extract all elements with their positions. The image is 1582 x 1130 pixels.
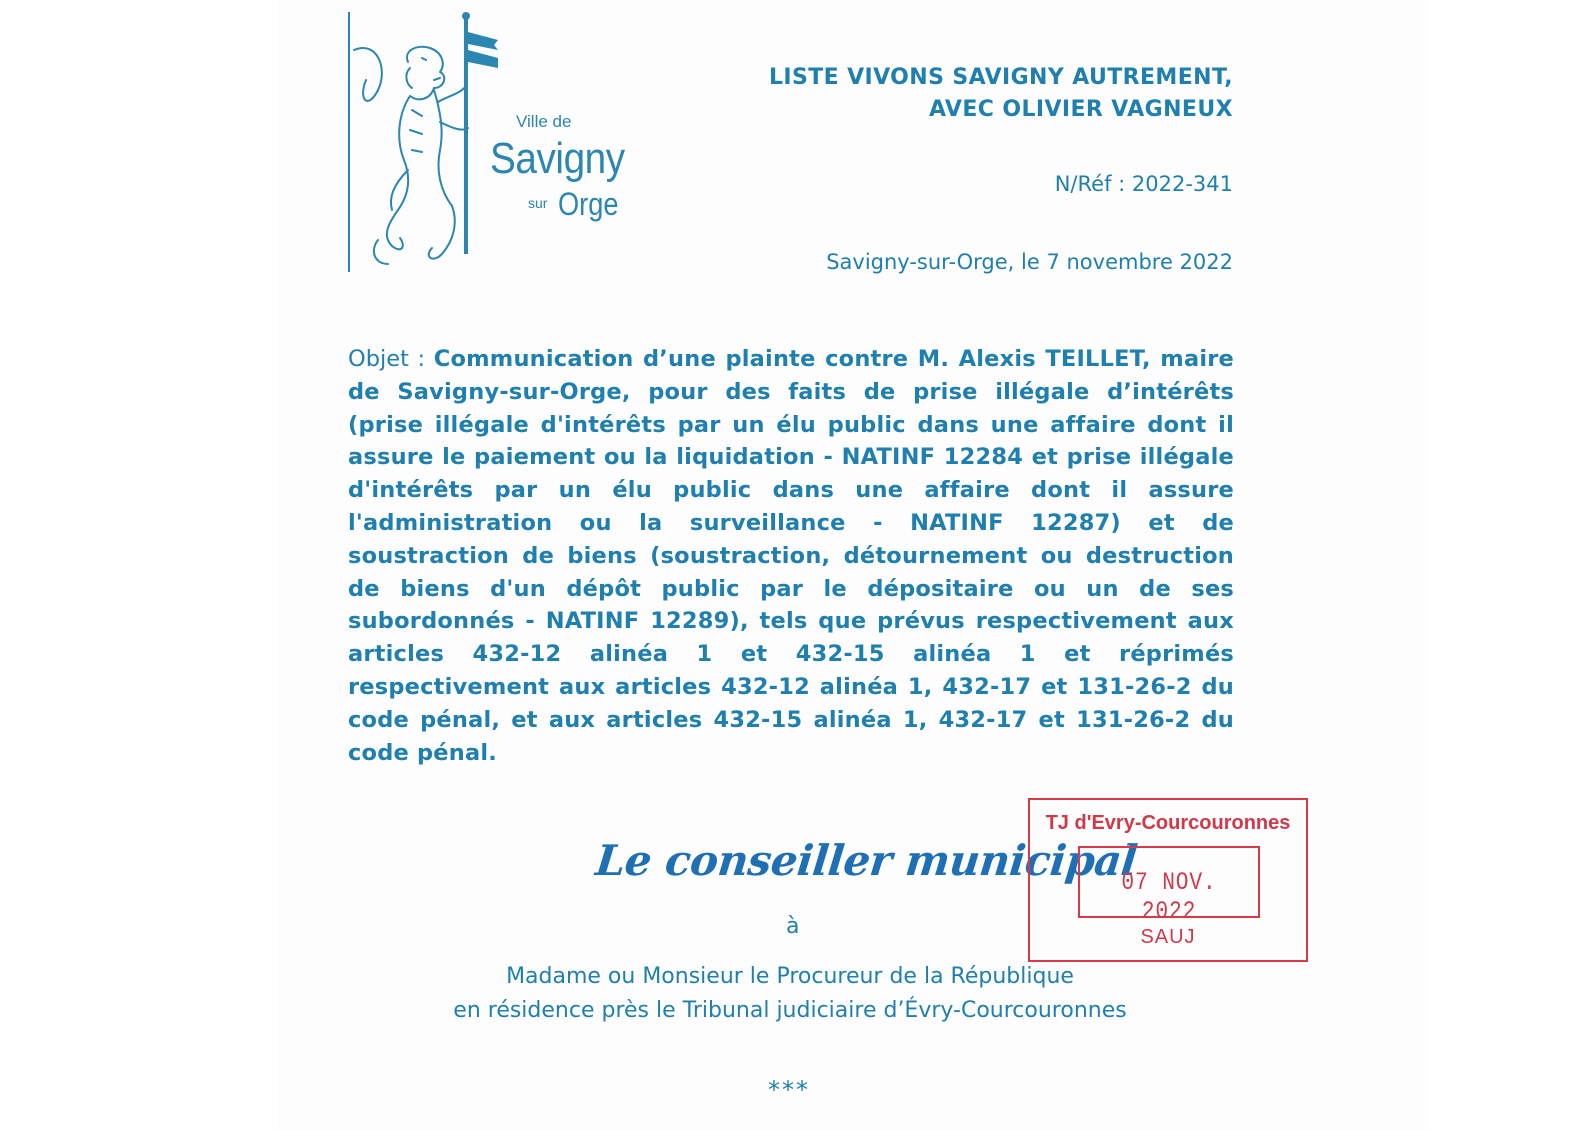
recipient-line-2: en résidence près le Tribunal judiciaire d’Évry-Courcouronnes [453, 998, 1127, 1023]
recipient-line-1: Madame ou Monsieur le Procureur de la République [506, 964, 1074, 989]
sender-line-2: AVEC OLIVIER VAGNEUX [928, 97, 1233, 122]
preposition-a: à [786, 914, 800, 939]
logo-savigny: Savigny [490, 134, 625, 183]
recipient-block [380, 960, 1200, 1028]
section-separator: *** [768, 1076, 810, 1104]
subject-paragraph [348, 343, 1234, 769]
logo-ville-de: Ville de [516, 112, 572, 131]
stamp-court-name: TJ d'Evry-Courcouronnes [1045, 812, 1291, 834]
subject-label: Objet : [348, 346, 434, 372]
logo-sur: sur [528, 195, 548, 211]
stamp-service: SAUJ [1140, 926, 1196, 948]
court-reception-stamp [1028, 798, 1308, 962]
lion-rampant-with-banner-icon [348, 10, 498, 272]
logo-orge: Orge [558, 186, 619, 222]
city-logo [348, 10, 638, 272]
stamp-date-box [1078, 846, 1260, 926]
sender-block [769, 62, 1233, 126]
place-and-date: Savigny-sur-Orge, le 7 novembre 2022 [826, 250, 1233, 274]
reference-number: N/Réf : 2022-341 [1054, 172, 1233, 196]
sender-line-1: LISTE VIVONS SAVIGNY AUTREMENT, [768, 65, 1233, 90]
stamp-date: 07 NOV. 2022 [1121, 868, 1217, 926]
subject-text: Communication d’une plainte contre M. Alexis TEILLET, maire de Savigny-sur-Orge, pour des faits de prise illégale d’intérêts (prise illégale d'intérêts par un élu public dans une affaire dont il assure le paiement ou la liquidation - NATINF 12284 et prise illégale d'intérêts par un élu public dans une affaire dont il assure l'administration ou la surveillance - NATINF 12287) et de soustraction de biens (soustraction, détournement ou destruction de biens d'un dépôt public par le dépositaire ou un de ses subordonnés - NATINF 12289), tels que prévus respectivement aux articles 432-12 alinéa 1 et 432-15 alinéa 1 et réprimés respectivement aux articles 432-12 alinéa 1, 432-17 et 131-26-2 du code pénal, et aux articles 432-15 alinéa 1, 432-17 et 131-26-2 du code pénal. [348, 346, 1234, 766]
signatory-title: Le conseiller municipal [593, 836, 1140, 885]
